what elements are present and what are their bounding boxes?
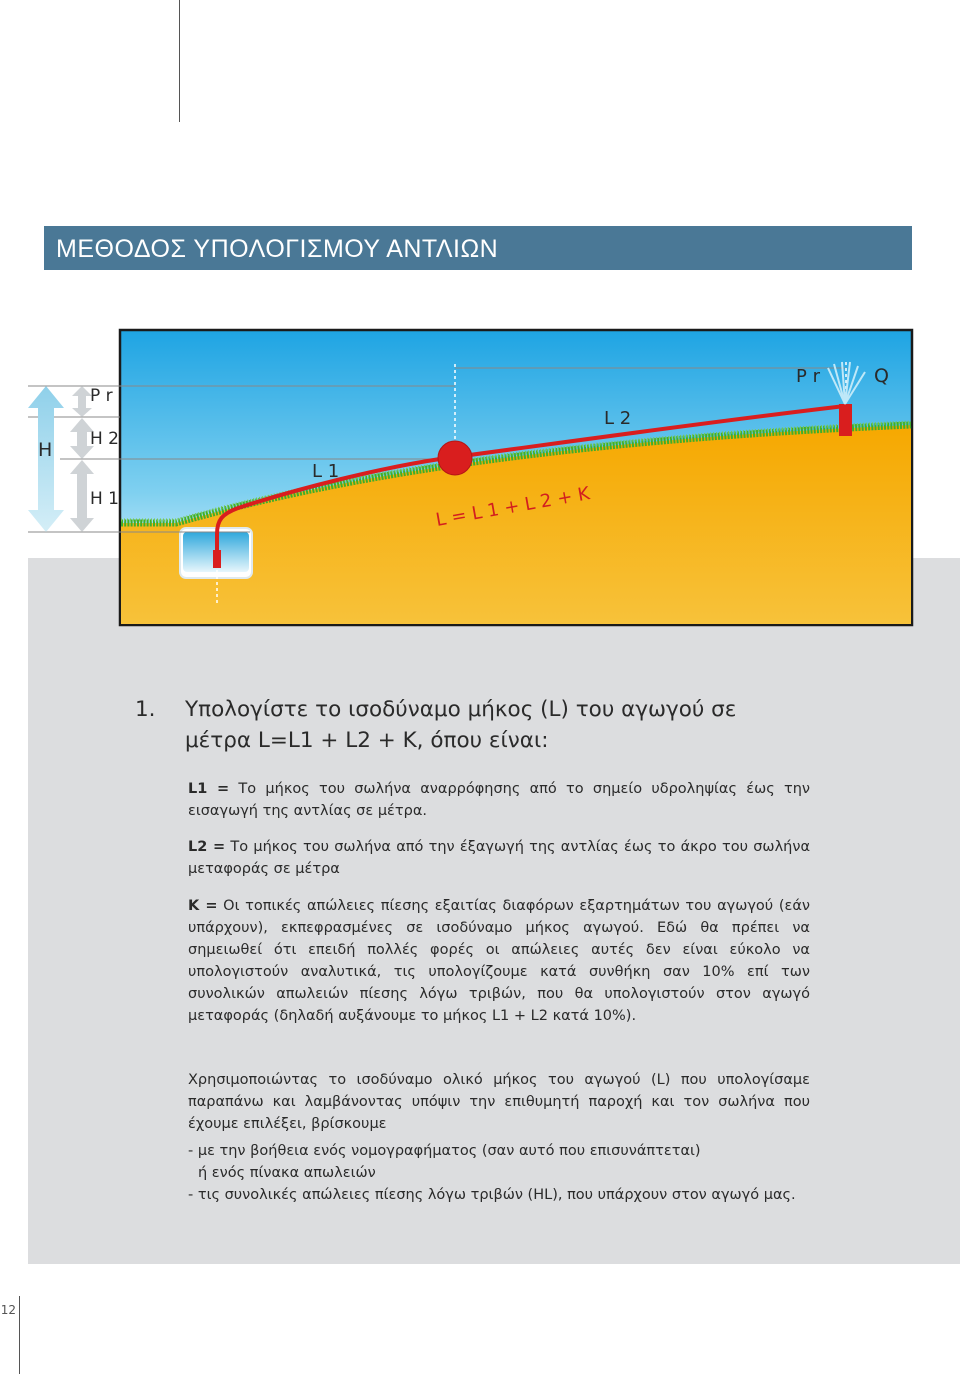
usage-bullet-2: - τις συνολικές απώλειες πίεσης λόγω τριβών (HL), που υπάρχουν στον αγωγό μας. <box>188 1187 796 1203</box>
intake-foot-valve <box>213 550 221 568</box>
label-h2: H 2 <box>90 429 120 449</box>
label-l2: L 2 <box>604 408 632 429</box>
definition-l1-text: Το μήκος του σωλήνα αναρρόφησης από το σημείο υδροληψίας έως την εισαγωγή της αντλίας σε μέτρα. <box>188 781 810 819</box>
label-h: H <box>38 439 53 461</box>
pump-icon <box>438 441 472 475</box>
pump-diagram <box>0 328 960 628</box>
section-banner <box>44 226 912 270</box>
definition-l2-term: L2 = <box>188 839 226 855</box>
usage-bullet-1-cont: ή ενός πίνακα απωλειών <box>198 1165 376 1181</box>
page-number-rule <box>19 1296 20 1374</box>
definition-k-text: Οι τοπικές απώλειες πίεσης εξαιτίας διαφόρων εξαρτημάτων του αγωγού (εάν υπάρχουν), εκπεφρασμένες σε ισοδύναμο μήκος αγωγού. Εδώ θα πρέπει να σημειωθεί ότι επειδή πολλές φορές οι απώλειες αυτές δεν είναι εύκολο να υπολογιστούν αναλυτικά, τις υπολογίζουμε κατά συνθήκη σαν 10% επί των συνολικών απωλειών πίεσης λόγω τριβών, που θα υπολογιστούν στον αγωγό μεταφοράς (δηλαδή αυξάνουμε το μήκος L1 + L2 κατά 10%). <box>188 898 811 1024</box>
section-title: Υπολογίστε το ισοδύναμο μήκος (L) του αγωγού σε μέτρα L=L1 + L2 + K, όπου είναι: <box>185 697 737 753</box>
label-q: Q <box>874 365 889 387</box>
label-formula: L = L 1 + L 2 + K <box>434 483 592 531</box>
definition-l2-text: Το μήκος του σωλήνα από την έξαγωγή της αντλίας έως το άκρο του σωλήνα μεταφοράς σε μέτρα <box>188 839 811 877</box>
definition-k <box>188 895 810 1027</box>
page-title: ΜΕΘΟΔΟΣ ΥΠΟΛΟΓΙΣΜΟΥ ΑΝΤΛΙΩΝ <box>56 235 499 263</box>
definition-l1-term: L1 = <box>188 781 230 797</box>
section-number: 1. <box>135 697 156 722</box>
page-number: 12 <box>0 1303 16 1317</box>
pump-diagram-svg <box>0 328 960 628</box>
definition-k-term: K = <box>188 898 218 914</box>
definition-l2 <box>188 836 810 880</box>
label-pr-left: P r <box>90 386 113 406</box>
usage-intro: Χρησιμοποιώντας το ισοδύναμο ολικό μήκος του αγωγού (L) που υπολογίσαμε παραπάνω και λαμβάνοντας υπόψιν την επιθυμητή παροχή και τον σωλήνα που έχουμε επιλέξει, βρίσκουμε <box>188 1072 810 1132</box>
label-l1: L 1 <box>312 461 340 482</box>
usage-bullet-1: - με την βοήθεια ενός νομογραφήματος (σαν αυτό που επισυνάπτεται) <box>188 1143 701 1159</box>
label-h1: H 1 <box>90 489 120 509</box>
pr-arrow-icon <box>72 386 92 417</box>
top-rule <box>179 0 180 122</box>
definition-l1 <box>188 778 810 822</box>
label-pr-right: P r <box>796 366 820 387</box>
